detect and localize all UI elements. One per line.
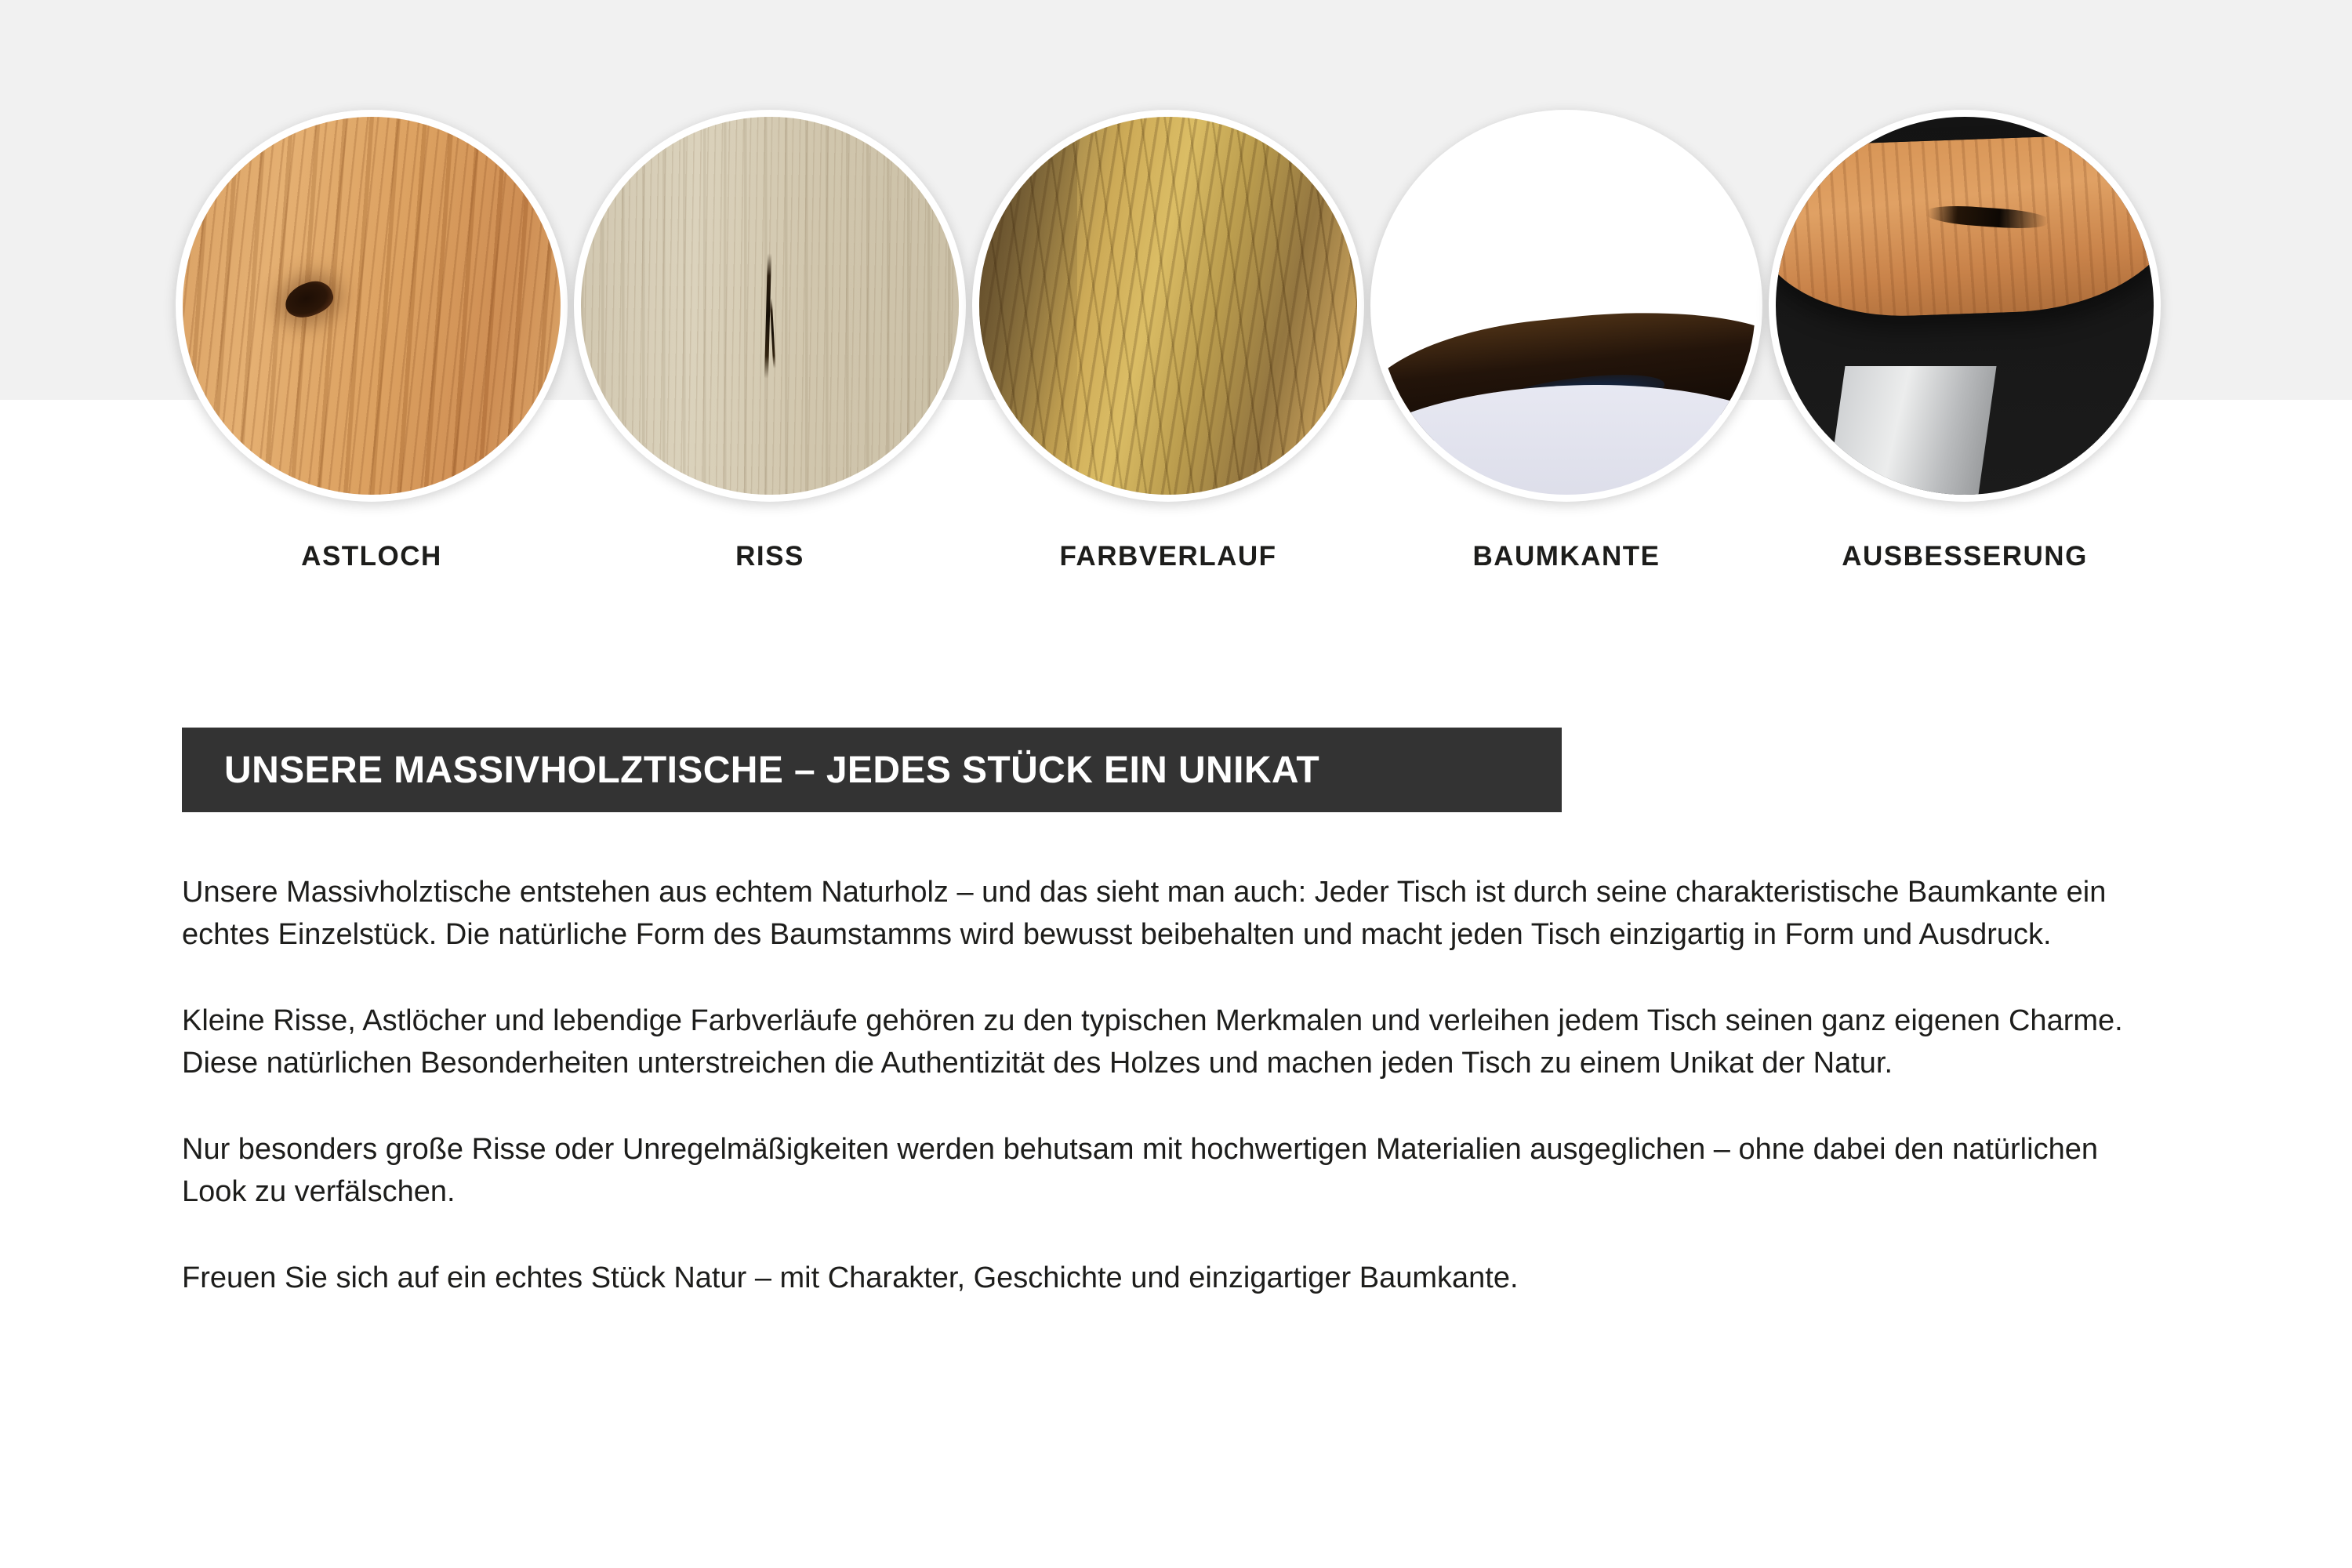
feature-item-astloch: [182, 110, 561, 572]
feature-image-frame: [574, 110, 966, 502]
feature-label: BAUMKANTE: [1472, 541, 1661, 572]
paragraph: Nur besonders große Risse oder Unregelmäßigkeiten werden behutsam mit hochwertigen Materialien ausgeglichen – ohne dabei den natürlichen Look zu verfälschen.: [182, 1132, 2098, 1208]
section-headline-bar: [182, 728, 1562, 812]
feature-image-frame: [1769, 110, 2161, 502]
feature-label: FARBVERLAUF: [1059, 541, 1277, 572]
paragraph: Freuen Sie sich auf ein echtes Stück Natur – mit Charakter, Geschichte und einzigartiger Baumkante.: [182, 1261, 1519, 1294]
wood-feature-strip: [182, 110, 2173, 651]
feature-label: AUSBESSERUNG: [1842, 541, 2088, 572]
feature-item-riss: [580, 110, 960, 572]
feature-image-frame: [972, 110, 1364, 502]
feature-item-baumkante: [1377, 110, 1756, 572]
body-copy: [182, 872, 2165, 1300]
feature-item-ausbesserung: [1775, 110, 2154, 572]
feature-image-frame: [1370, 110, 1762, 502]
wood-knot-icon: [183, 117, 561, 495]
feature-label: RISS: [735, 541, 804, 572]
wood-live-edge-icon: [1377, 117, 1755, 495]
paragraph: Kleine Risse, Astlöcher und lebendige Farbverläufe gehören zu den typischen Merkmalen und verleihen jedem Tisch seinen ganz eigenen Charme. Diese natürlichen Besonderheiten unterstreichen die Authentizität des Holzes und machen jeden Tisch zu einem Unikat der Natur.: [182, 1004, 2123, 1080]
page-title: UNSERE MASSIVHOLZTISCHE – JEDES STÜCK EIN UNIKAT: [224, 749, 1320, 791]
feature-item-farbverlauf: [978, 110, 1358, 572]
paragraph: Unsere Massivholztische entstehen aus echtem Naturholz – und das sieht man auch: Jeder Tisch ist durch seine charakteristische Baumkante ein echtes Einzelstück. Die natürliche Form des Baumstamms wird bewusst beibehalten und macht jeden Tisch einzigartig in Form und Ausdruck.: [182, 876, 2107, 951]
feature-image-frame: [176, 110, 568, 502]
wood-repair-icon: [1776, 117, 2154, 495]
wood-crack-icon: [581, 117, 959, 495]
feature-label: ASTLOCH: [301, 541, 442, 572]
wood-colour-gradient-icon: [979, 117, 1357, 495]
